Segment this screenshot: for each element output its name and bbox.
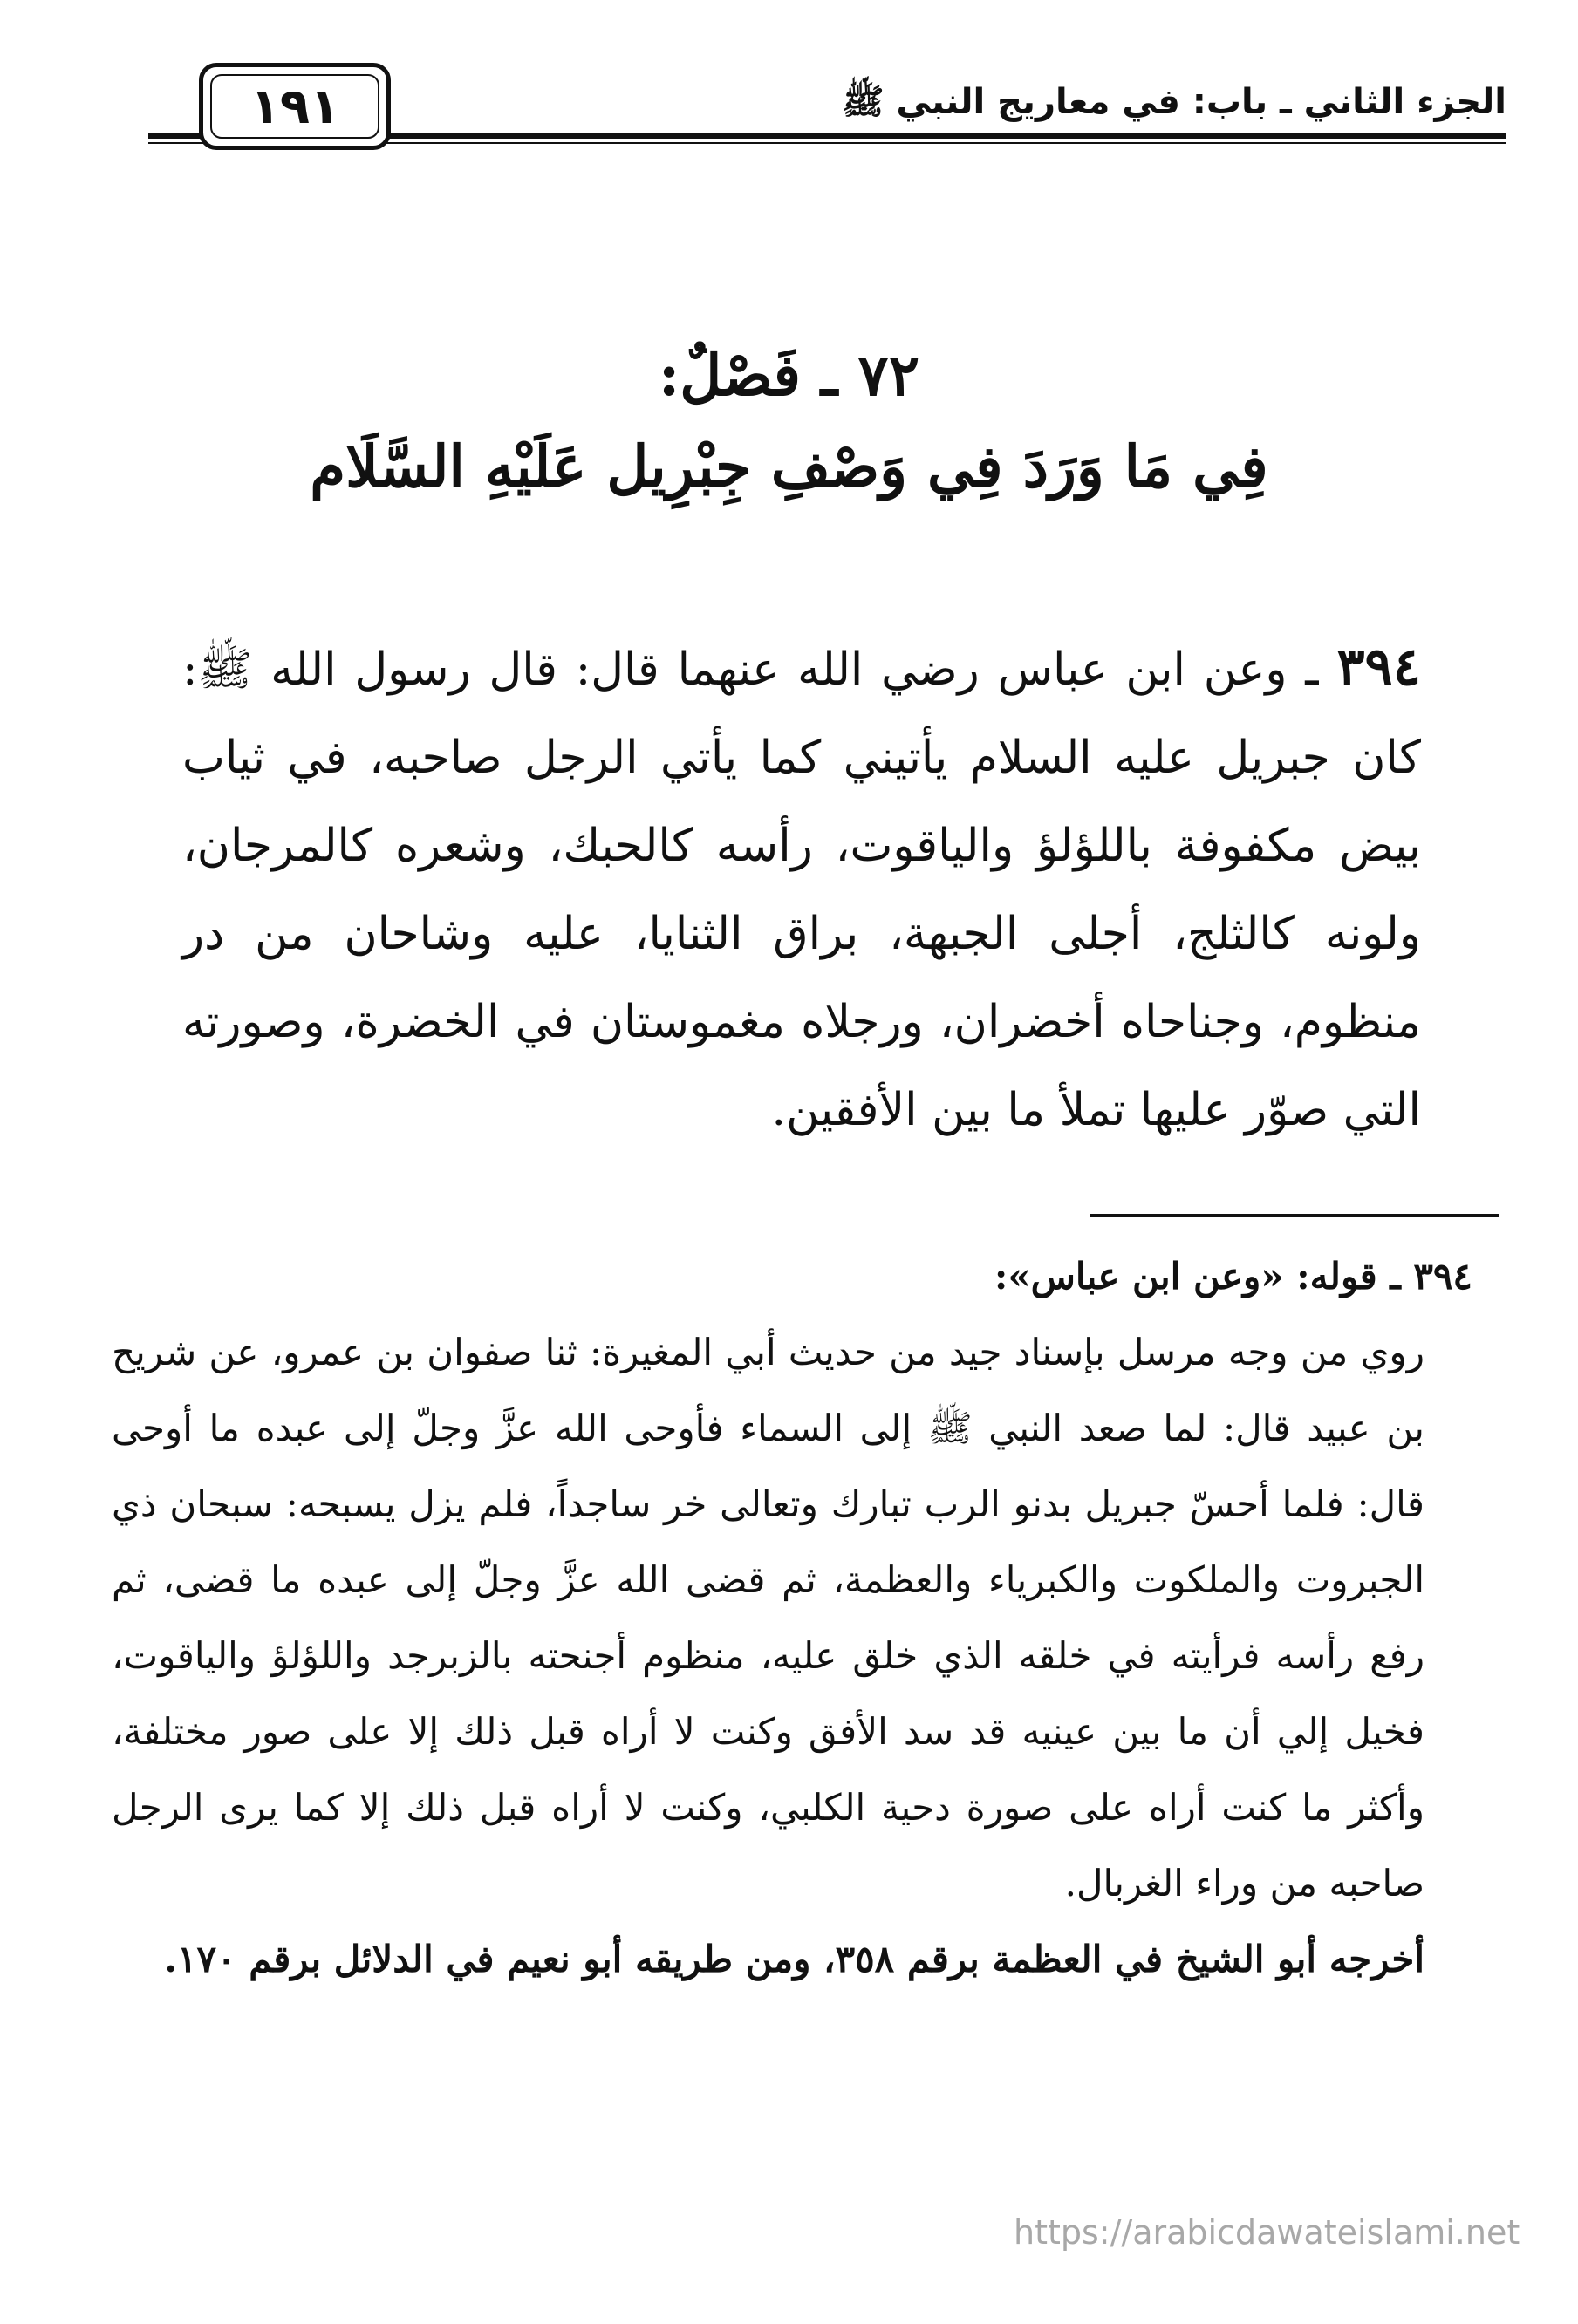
page-number: ١٩١ [249,78,340,135]
footnotes [112,1238,1472,1997]
footnote-separator [1090,1214,1499,1217]
footnote-label: ٣٩٤ ـ قوله: «وعن ابن عباس»: [994,1255,1472,1298]
page-number-frame [199,63,391,150]
watermark-url: https://arabicdawateislami.net [1014,2213,1520,2252]
chapter-title: فِي مَا وَرَدَ فِي وَصْفِ جِبْرِيل عَلَيْهِ السَّلَام [310,433,1268,501]
hadith-number: ٣٩٤ [1336,637,1421,698]
running-header [148,61,1506,157]
footnote-source: أخرجه أبو الشيخ في العظمة برقم ٣٥٨، ومن طريقه أبو نعيم في الدلائل برقم ١٧٠. [164,1938,1424,1980]
hadith-text [182,624,1421,1155]
chapter-number: ٧٢ ـ فَصْلٌ: [658,341,920,409]
hadith-body: ـ وعن ابن عباس رضي الله عنهما قال: قال رسول الله ﷺ: كان جبريل عليه السلام يأتيني كما يأتي الرجل صاحبه، في ثياب بيض مكفوفة باللؤلؤ والياقوت، رأسه كالحبك، وشعره كالمرجان، ولونه كالثلج، أجلى الجبهة، براق الثنايا، عليه وشاحان من در منظوم، وجناحاه أخضران، ورجلاه مغموستان في الخضرة، وصورته التي صوّر عليها تملأ ما بين الأفقين. [182,644,1421,1136]
running-header-title: الجزء الثاني ـ باب: في معاريج النبي ﷺ [842,82,1506,122]
footnote-body: روي من وجه مرسل بإسناد جيد من حديث أبي المغيرة: ثنا صفوان بن عمرو، عن شريح بن عبيد قال: لما صعد النبي ﷺ إلى السماء فأوحى الله عزَّ وجلّ إلى عبده ما أوحى قال: فلما أحسّ جبريل بدنو الرب تبارك وتعالى خر ساجداً، فلم يزل يسبحه: سبحان ذي الجبروت والملكوت والكبرياء والعظمة، ثم قضى الله عزَّ وجلّ إلى عبده ما قضى، ثم رفع رأسه فرأيته في خلقه الذي خلق عليه، منظوم أجنحته بالزبرجد واللؤلؤ والياقوت، فخيل إلي أن ما بين عينيه قد سد الأفق وكنت لا أراه قبل ذلك إلا على صور مختلفة، وأكثر ما كنت أراه على صورة دحية الكلبي، وكنت لا أراه قبل ذلك إلا كما يرى الرجل صاحبه من وراء الغربال. [112,1331,1424,1905]
chapter-heading [0,331,1578,515]
